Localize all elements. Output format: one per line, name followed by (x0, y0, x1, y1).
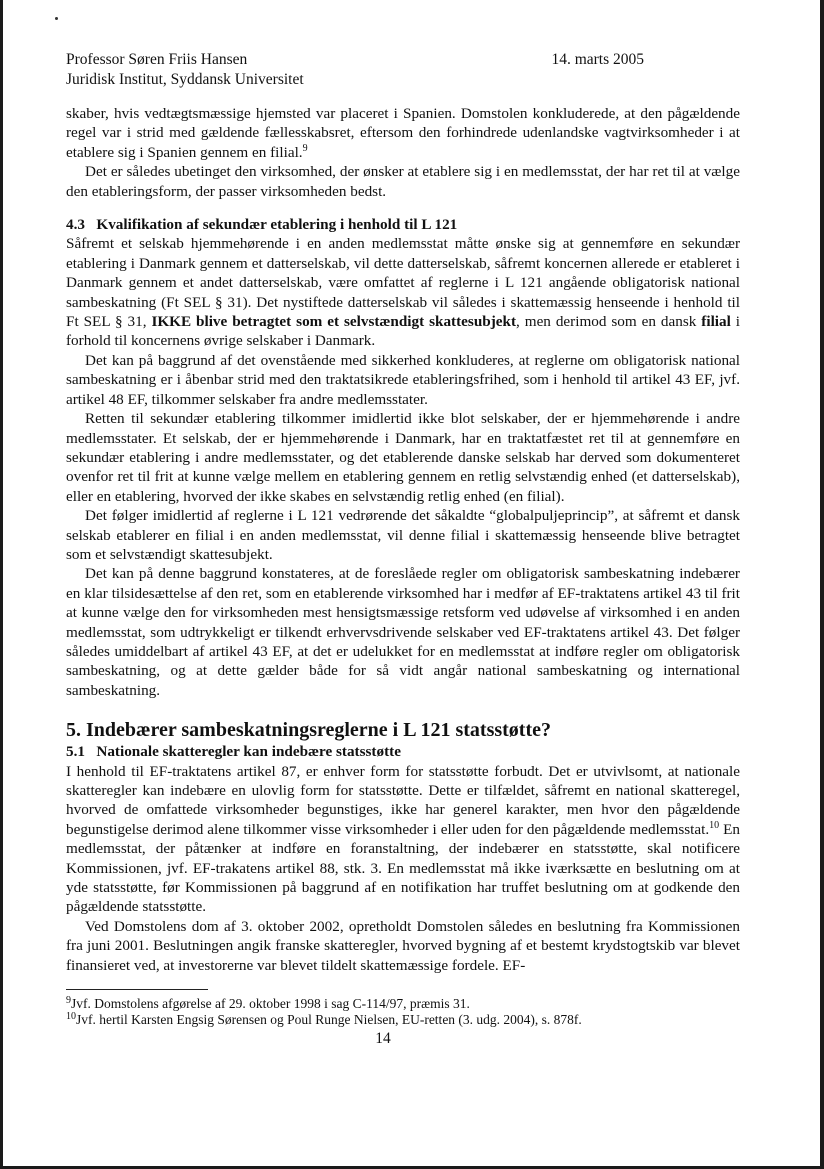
paragraph-8 (66, 762, 740, 917)
section-5-1-heading (66, 742, 740, 761)
paragraph-3-bold-2: filial (701, 313, 731, 331)
header-institution: Juridisk Institut, Syddansk Universitet (66, 71, 304, 88)
paragraph-1-text: skaber, hvis vedtægtsmæssige hjemsted var placeret i Spanien. Domstolen konkluderede, at den pågældende regel var i strid med gældende fællesskabsret, eftersom den forhindrede udenlandske vagtvirksomheder i at etablere sig i Spanien gennem en filial. (66, 105, 740, 161)
footnote-10 (66, 1012, 740, 1028)
header-author: Professor Søren Friis Hansen (66, 51, 248, 68)
paragraph-3-part-b: , men derimod som en dansk (516, 313, 697, 331)
footnote-9 (66, 996, 740, 1012)
paragraph-6: Det følger imidlertid af reglerne i L 121 vedrørende det såkaldte “globalpuljeprincip”, at såfremt et dansk selskab etablerer en filial i en anden medlemsstat, vil denne filial i skattemæssig henseende blive betragtet som et selvstændigt skattesubjekt. (66, 507, 740, 563)
header-left (66, 50, 304, 90)
document-page (66, 50, 740, 1048)
paragraph-7: Det kan på denne baggrund konstateres, at de foreslåede regler om obligatorisk sambeskatning indebærer en klar tilsidesættelse af den ret, som en etablerende virksomhed har i medfør af EF-traktatens artikel 43 til frit at kunne vælge den for virksomheden mest hensigtsmæssige retsform ved udøvelse af virksomhed i en anden medlemsstat, som udtrykkeligt er tilkendt erhvervsdrivende selskaber ved EF-traktatens artikel 43. Det følger således umiddelbart af artikel 43 EF, at det er udelukket for en medlemsstat at indføre regler om obligatorisk sambeskatning, og at dette gælder både for så vidt angår national sambeskatning og international sambeskatning. (66, 565, 740, 699)
section-4-3-heading (66, 215, 740, 234)
scan-border-right (820, 0, 824, 1169)
page-number: 14 (375, 1030, 391, 1048)
section-5-1-number: 5.1 (66, 743, 85, 761)
scan-speck (55, 17, 58, 20)
footnote-9-number: 9 (66, 995, 71, 1007)
footnote-10-text: Jvf. hertil Karsten Engsig Sørensen og Poul Runge Nielsen, EU-retten (3. udg. 2004), s. 878f. (76, 1012, 582, 1028)
paragraph-2: Det er således ubetinget den virksomhed, der ønsker at etablere sig i en medlemsstat, der har ret til at vælge den etableringsform, der passer virksomheden bedst. (66, 163, 740, 200)
footnote-divider (66, 989, 208, 990)
paragraph-4: Det kan på baggrund af det ovenstående med sikkerhed konkluderes, at reglerne om obligatorisk national sambeskatning er i åbenbar strid med den traktatsikrede etableringsfrihed, som i henhold til artikel 43 EF, jvf. artikel 48 EF, tilkommer selskaber fra andre medlemsstater. (66, 351, 740, 408)
section-4-3-number: 4.3 (66, 216, 85, 234)
footnote-ref-9[interactable]: 9 (302, 142, 308, 154)
paragraph-5: Retten til sekundær etablering tilkommer imidlertid ikke blot selskaber, der er hjemmehørende i andre medlemsstater. Et selskab, der er hjemmehørende i Danmark, har en traktatfæstet ret til at gennemføre en sekundær etablering i andre medlemsstater, og det etablerende danske selskab har derved som dokumenteret ovenfor ret til frit at kunne vælge mellem en etablering gennem en retlig selvstændig enhed (et datterselskab), eller en etablering, hvorved der ikke skabes en selvstændig retlig enhed (en filial). (66, 410, 740, 505)
footnote-9-text: Jvf. Domstolens afgørelse af 29. oktober 1998 i sag C-114/97, præmis 31. (71, 996, 470, 1012)
paragraph-3-part-c: i forhold til koncernens øvrige selskaber i Danmark. (66, 313, 740, 350)
paragraph-3 (66, 234, 740, 350)
paragraph-3-bold-1: IKKE blive betragtet som et selvstændigt skattesubjekt (151, 313, 517, 331)
header-date: 14. marts 2005 (551, 51, 644, 68)
footnotes (66, 996, 740, 1028)
paragraph-3-part-a: Såfremt et selskab hjemmehørende i en anden medlemsstat måtte ønske sig at gennemføre en sekundær etablering i Danmark gennem et datterselskab, vil dette datterselskab, såfremt koncernen allerede er etableret i Danmark gennem et andet datterselskab, være omfattet af reglerne i L 121 angående obligatorisk national sambeskatning (Ft SEL § 31). Det nystiftede datterselskab vil således i skattemæssig henseende i henhold til Ft SEL § 31, (66, 235, 740, 331)
section-5-1-title: Nationale skatteregler kan indebære statsstøtte (96, 743, 401, 761)
section-5-heading: 5. Indebærer sambeskatningsreglerne i L 121 statsstøtte? (66, 719, 551, 742)
page-header (66, 50, 740, 90)
scan-border-left (0, 0, 3, 1169)
footnote-ref-10[interactable]: 10 (709, 819, 720, 831)
footnote-10-number: 10 (66, 1011, 76, 1023)
paragraph-1 (66, 104, 740, 162)
paragraph-9: Ved Domstolens dom af 3. oktober 2002, opretholdt Domstolen således en beslutning fra Kommissionen fra juni 2001. Beslutningen angik franske skatteregler, hvorved bygning af et bestemt krydstogtskib var blevet finansieret ved, at investorerne var blevet tildelt skattemæssige fordele. EF- (66, 917, 740, 974)
section-4-3-title: Kvalifikation af sekundær etablering i henhold til L 121 (96, 216, 458, 234)
paragraph-8-part-a: I henhold til EF-traktatens artikel 87, er enhver form for statsstøtte forbudt. Det er utvivlsomt, at nationale skatteregler kan indebære en ulovlig form for statsstøtte. Dette er tilfældet, såfremt en national skatteregel, hvorved de omfattede virksomheder begunstiges, ikke har generel karakter, men hvor den pågældende begunstigelse derimod alene tilkommer visse virksomheder i eller uden for den pågældende medlemsstat. (66, 762, 740, 838)
paragraph-8-part-b: En medlemsstat, der påtænker at indføre en foranstaltning, der indebærer en statsstøtte, skal notificere Kommissionen, jvf. EF-trakatens artikel 88, stk. 3. En medlemsstat må ikke iværksætte en beslutning om at yde statsstøtte, før Kommissionen på baggrund af en notifikation har truffet beslutning om at godkende den pågældende statsstøtte. (66, 820, 741, 916)
